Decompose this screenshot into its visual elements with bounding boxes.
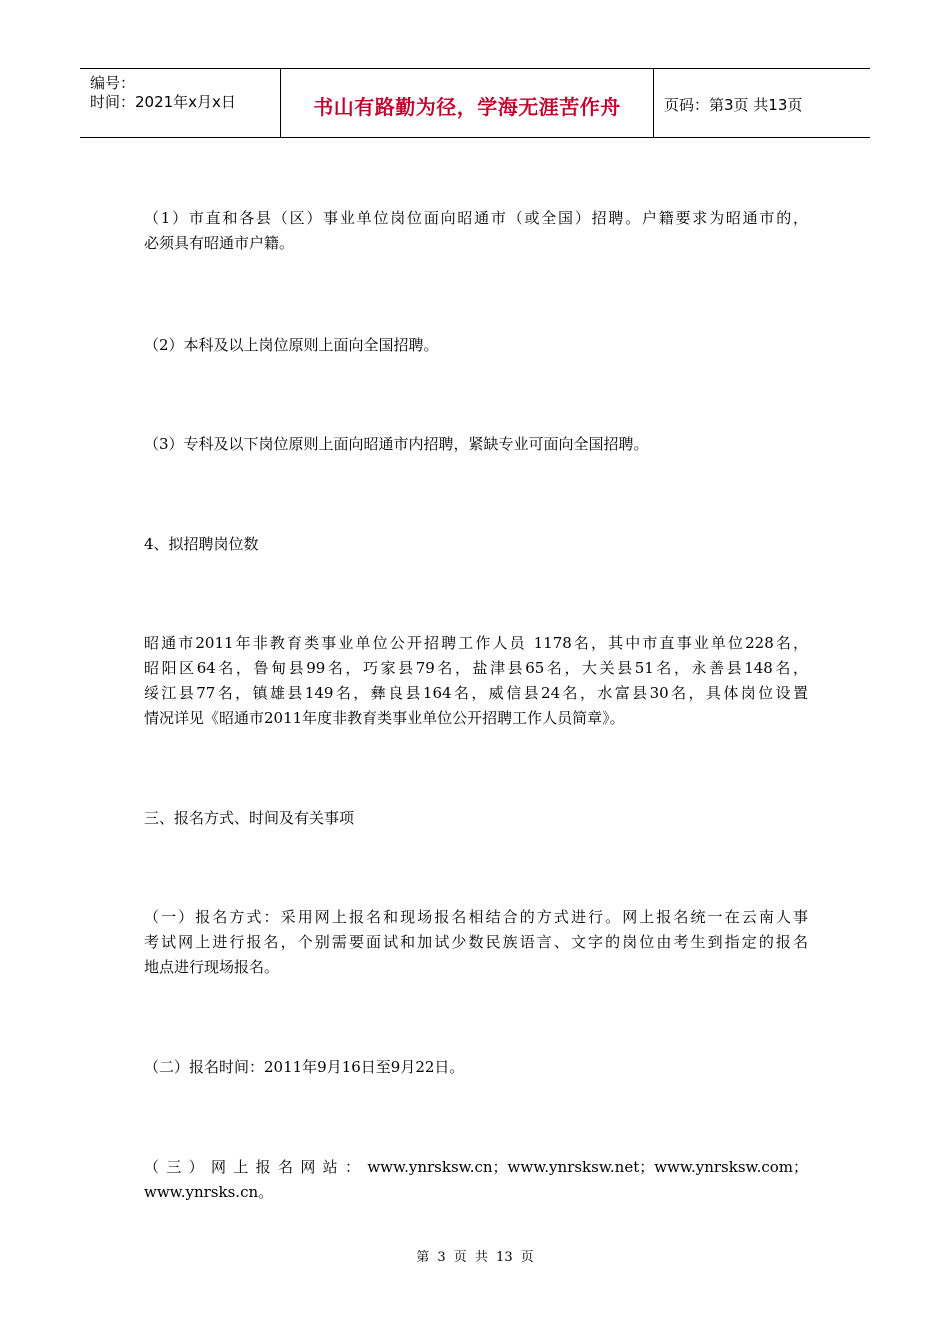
paragraph-line: 昭通市2011年非教育类事业单位公开招聘工作人员 1178名，其中市直事业单位228名， xyxy=(144,634,808,652)
section-heading-3 xyxy=(144,806,808,831)
paragraph-line: 三、报名方式、时间及有关事项 xyxy=(144,809,355,827)
paragraph-positions xyxy=(144,631,808,731)
paragraph-line: （一）报名方式：采用网上报名和现场报名相结合的方式进行。网上报名统一在云南人事 xyxy=(144,908,808,926)
paragraph-line: 昭阳区64名，鲁甸县99名，巧家县79名，盐津县65名，大关县51名，永善县148名， xyxy=(144,659,808,677)
paragraph-line: 4、拟招聘岗位数 xyxy=(144,535,259,553)
header-motto: 书山有路勤为径，学海无涯苦作舟 xyxy=(313,95,621,119)
header-pager-cell xyxy=(654,69,870,137)
paragraph-registration-websites xyxy=(144,1155,808,1205)
paragraph-line: www.ynrsks.cn。 xyxy=(144,1183,274,1201)
paragraph-line: （二）报名时间：2011年9月16日至9月22日。 xyxy=(144,1058,465,1076)
header-info-cell xyxy=(80,69,281,137)
paragraph-line: 绥江县77名，镇雄县149名，彝良县164名，威信县24名，水富县30名，具体岗位设置 xyxy=(144,684,808,702)
header-number-label: 编号： xyxy=(90,74,136,92)
page-header xyxy=(80,68,870,138)
paragraph-line: 情况详见《昭通市2011年度非教育类事业单位公开招聘工作人员简章》。 xyxy=(144,709,625,727)
paragraph-line: （2）本科及以上岗位原则上面向全国招聘。 xyxy=(144,336,439,354)
header-motto-cell xyxy=(281,69,654,137)
paragraph-2 xyxy=(144,333,808,358)
paragraph-line: 考试网上进行报名，个别需要面试和加试少数民族语言、文字的岗位由考生到指定的报名 xyxy=(144,933,808,951)
page-footer: 第 3 页 共 13 页 xyxy=(416,1250,534,1265)
header-time: 时间：2021年x月x日 xyxy=(90,93,236,111)
paragraph-line: （三）网上报名网站：www.ynrsksw.cn；www.ynrsksw.net；www.ynrsksw.com； xyxy=(144,1158,808,1176)
paragraph-registration-method xyxy=(144,905,808,980)
section-heading-4 xyxy=(144,532,808,557)
paragraph-line: （3）专科及以下岗位原则上面向昭通市内招聘，紧缺专业可面向全国招聘。 xyxy=(144,435,649,453)
paragraph-line: 必须具有昭通市户籍。 xyxy=(144,234,295,252)
paragraph-1 xyxy=(144,206,808,256)
paragraph-line: 地点进行现场报名。 xyxy=(144,958,280,976)
paragraph-registration-time xyxy=(144,1055,808,1080)
header-page-info: 页码：第3页 共13页 xyxy=(664,96,803,114)
paragraph-3 xyxy=(144,432,808,457)
paragraph-line: （1）市直和各县（区）事业单位岗位面向昭通市（或全国）招聘。户籍要求为昭通市的， xyxy=(144,209,808,227)
